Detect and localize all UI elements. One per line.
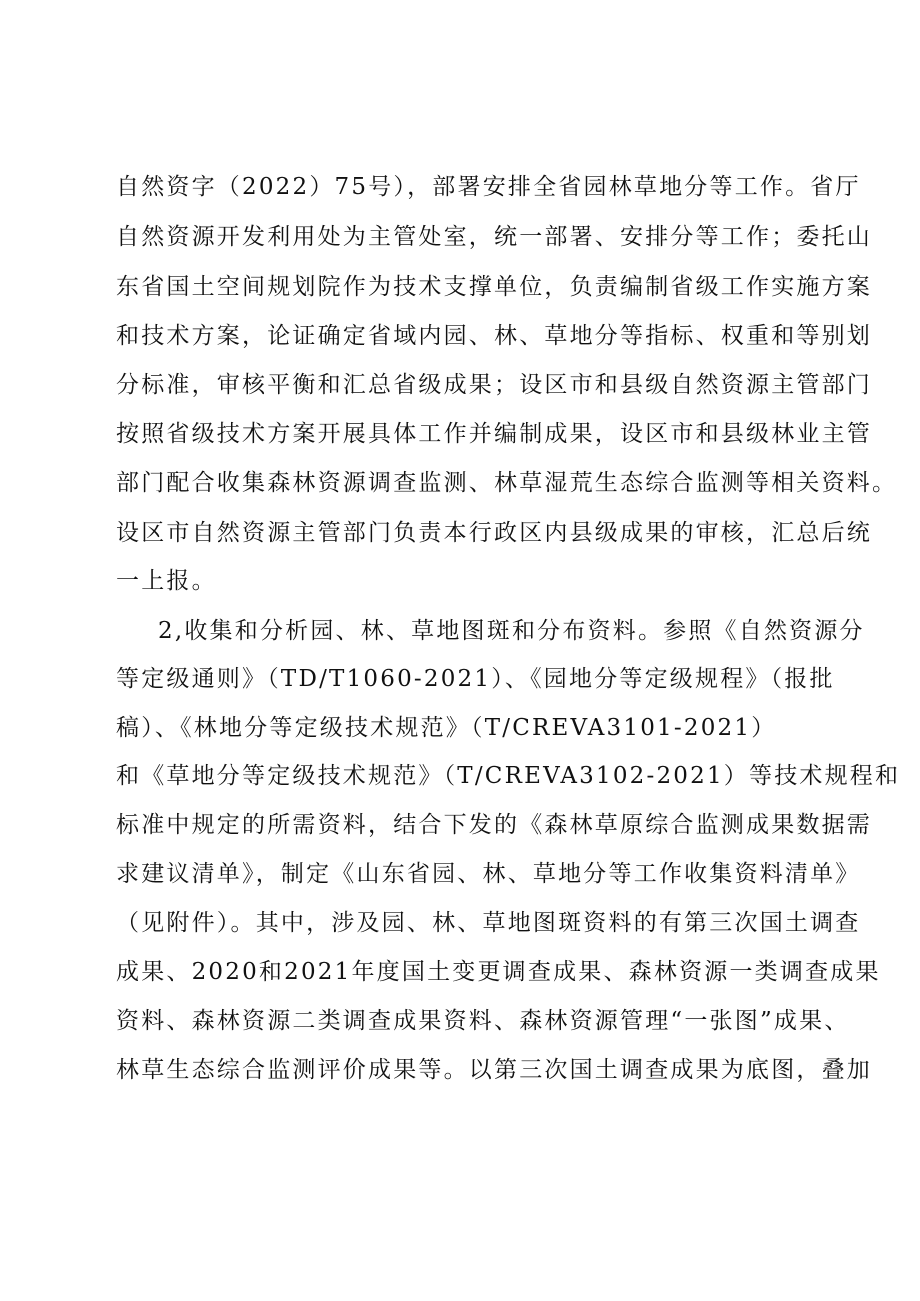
text-line: 设区市自然资源主管部门负责本行政区内县级成果的审核，汇总后统 [116, 520, 872, 546]
text-line: 和《草地分等定级技术规范》（T/CREVA3102-2021）等技术规程和 [116, 763, 901, 789]
text-line: 等定级通则》（TD/T1060-2021）、《园地分等定级规程》（报批 [116, 666, 835, 692]
text-line: 求建议清单》，制定《山东省园、林、草地分等工作收集资料清单》 [116, 861, 861, 887]
text-line: 林草生态综合监测评价成果等。以第三次国土调查成果为底图，叠加 [116, 1057, 872, 1083]
text-line: 自然资源开发利用处为主管处室，统一部署、安排分等工作；委托山 [116, 224, 872, 250]
text-line: 标准中规定的所需资料，结合下发的《森林草原综合监测成果数据需 [116, 812, 872, 838]
text-line: 按照省级技术方案开展具体工作并编制成果，设区市和县级林业主管 [116, 421, 872, 447]
text-line: 分标准，审核平衡和汇总省级成果；设区市和县级自然资源主管部门 [116, 372, 872, 398]
text-line: 和技术方案，论证确定省域内园、林、草地分等指标、权重和等别划 [116, 323, 872, 349]
text-line: 稿）、《林地分等定级技术规范》（T/CREVA3101-2021） [116, 715, 777, 741]
text-line: 一上报。 [116, 568, 217, 594]
text-line: （见附件）。其中，涉及园、林、草地图斑资料的有第三次国土调查 [116, 910, 861, 936]
text-line: 资料、森林资源二类调查成果资料、森林资源管理“一张图”成果、 [116, 1008, 850, 1034]
paragraph-first-line: 2,收集和分析园、林、草地图斑和分布资料。参照《自然资源分 [158, 618, 865, 644]
text-line: 部门配合收集森林资源调查监测、林草湿荒生态综合监测等相关资料。 [116, 470, 898, 496]
text-line: 成果、2020和2021年度国土变更调查成果、森林资源一类调查成果 [116, 959, 881, 985]
text-line: 东省国土空间规划院作为技术支撑单位，负责编制省级工作实施方案 [116, 274, 872, 300]
text-line: 自然资字（2022）75号），部署安排全省园林草地分等工作。省厅 [116, 174, 861, 200]
